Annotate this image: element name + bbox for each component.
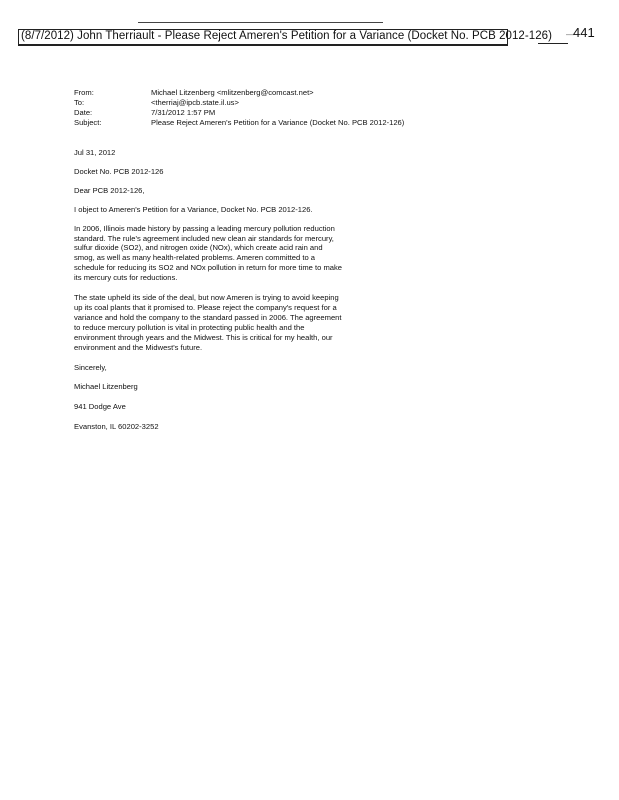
meta-subject-value: Please Reject Ameren's Petition for a Variance (Docket No. PCB 2012-126) [151, 118, 405, 127]
page-number: 441 [573, 25, 595, 40]
meta-date-label: Date: [74, 108, 93, 117]
email-metadata [74, 88, 404, 128]
meta-from-label: From: [74, 88, 94, 97]
letter-salutation: Dear PCB 2012-126, [74, 185, 145, 195]
meta-to-row [74, 98, 404, 108]
header-title: (8/7/2012) John Therriault - Please Reject Ameren's Petition for a Variance (Docket No. PCB 2012-126) [21, 30, 552, 42]
letter-docket: Docket No. PCB 2012-126 [74, 166, 164, 176]
header-rule [138, 22, 383, 23]
meta-date-value: 7/31/2012 1:57 PM [151, 108, 216, 117]
meta-from-row [74, 88, 404, 98]
letter-body [74, 148, 344, 442]
page-number-rule [538, 43, 568, 44]
letter-objection: I object to Ameren's Petition for a Variance, Docket No. PCB 2012-126. [74, 204, 313, 214]
signature-street: 941 Dodge Ave [74, 402, 126, 412]
meta-from-value: Michael Litzenberg <mlitzenberg@comcast.net> [151, 88, 314, 97]
meta-date-row [74, 108, 404, 118]
letter-paragraph-2: The state upheld its side of the deal, but now Ameren is trying to avoid keeping up its coal plants that it promised to. Please reject the company's request for a variance and hold the company to the standard passed in 2006. The agreement to reduce mercury pollution is vital in protecting public health and the environment through years and the Midwest. This is critical for my health, our environment and the Midwest's future. [74, 293, 342, 352]
letter-paragraph-1: In 2006, Illinois made history by passing a leading mercury pollution reduction standard. The rule's agreement included new clean air standards for mercury, sulfur dioxide (SO2), and nitrogen oxide (NOx), which create acid rain and smog, as well as many health-related problems. Ameren committed to a schedule for reducing its SO2 and NOx pollution in return for more time to make its mercury cuts for reductions. [74, 223, 343, 283]
letter-closing: Sincerely, [74, 362, 107, 372]
letter-date: Jul 31, 2012 [74, 148, 116, 157]
page-header [18, 22, 606, 48]
meta-subject-row [74, 118, 404, 128]
signature-name: Michael Litzenberg [74, 382, 138, 392]
page-mark: — [566, 30, 574, 39]
meta-subject-label: Subject: [74, 118, 102, 127]
signature-city: Evanston, IL 60202-3252 [74, 422, 159, 432]
meta-to-label: To: [74, 98, 85, 107]
meta-to-value: <therriaj@ipcb.state.il.us> [151, 98, 239, 107]
